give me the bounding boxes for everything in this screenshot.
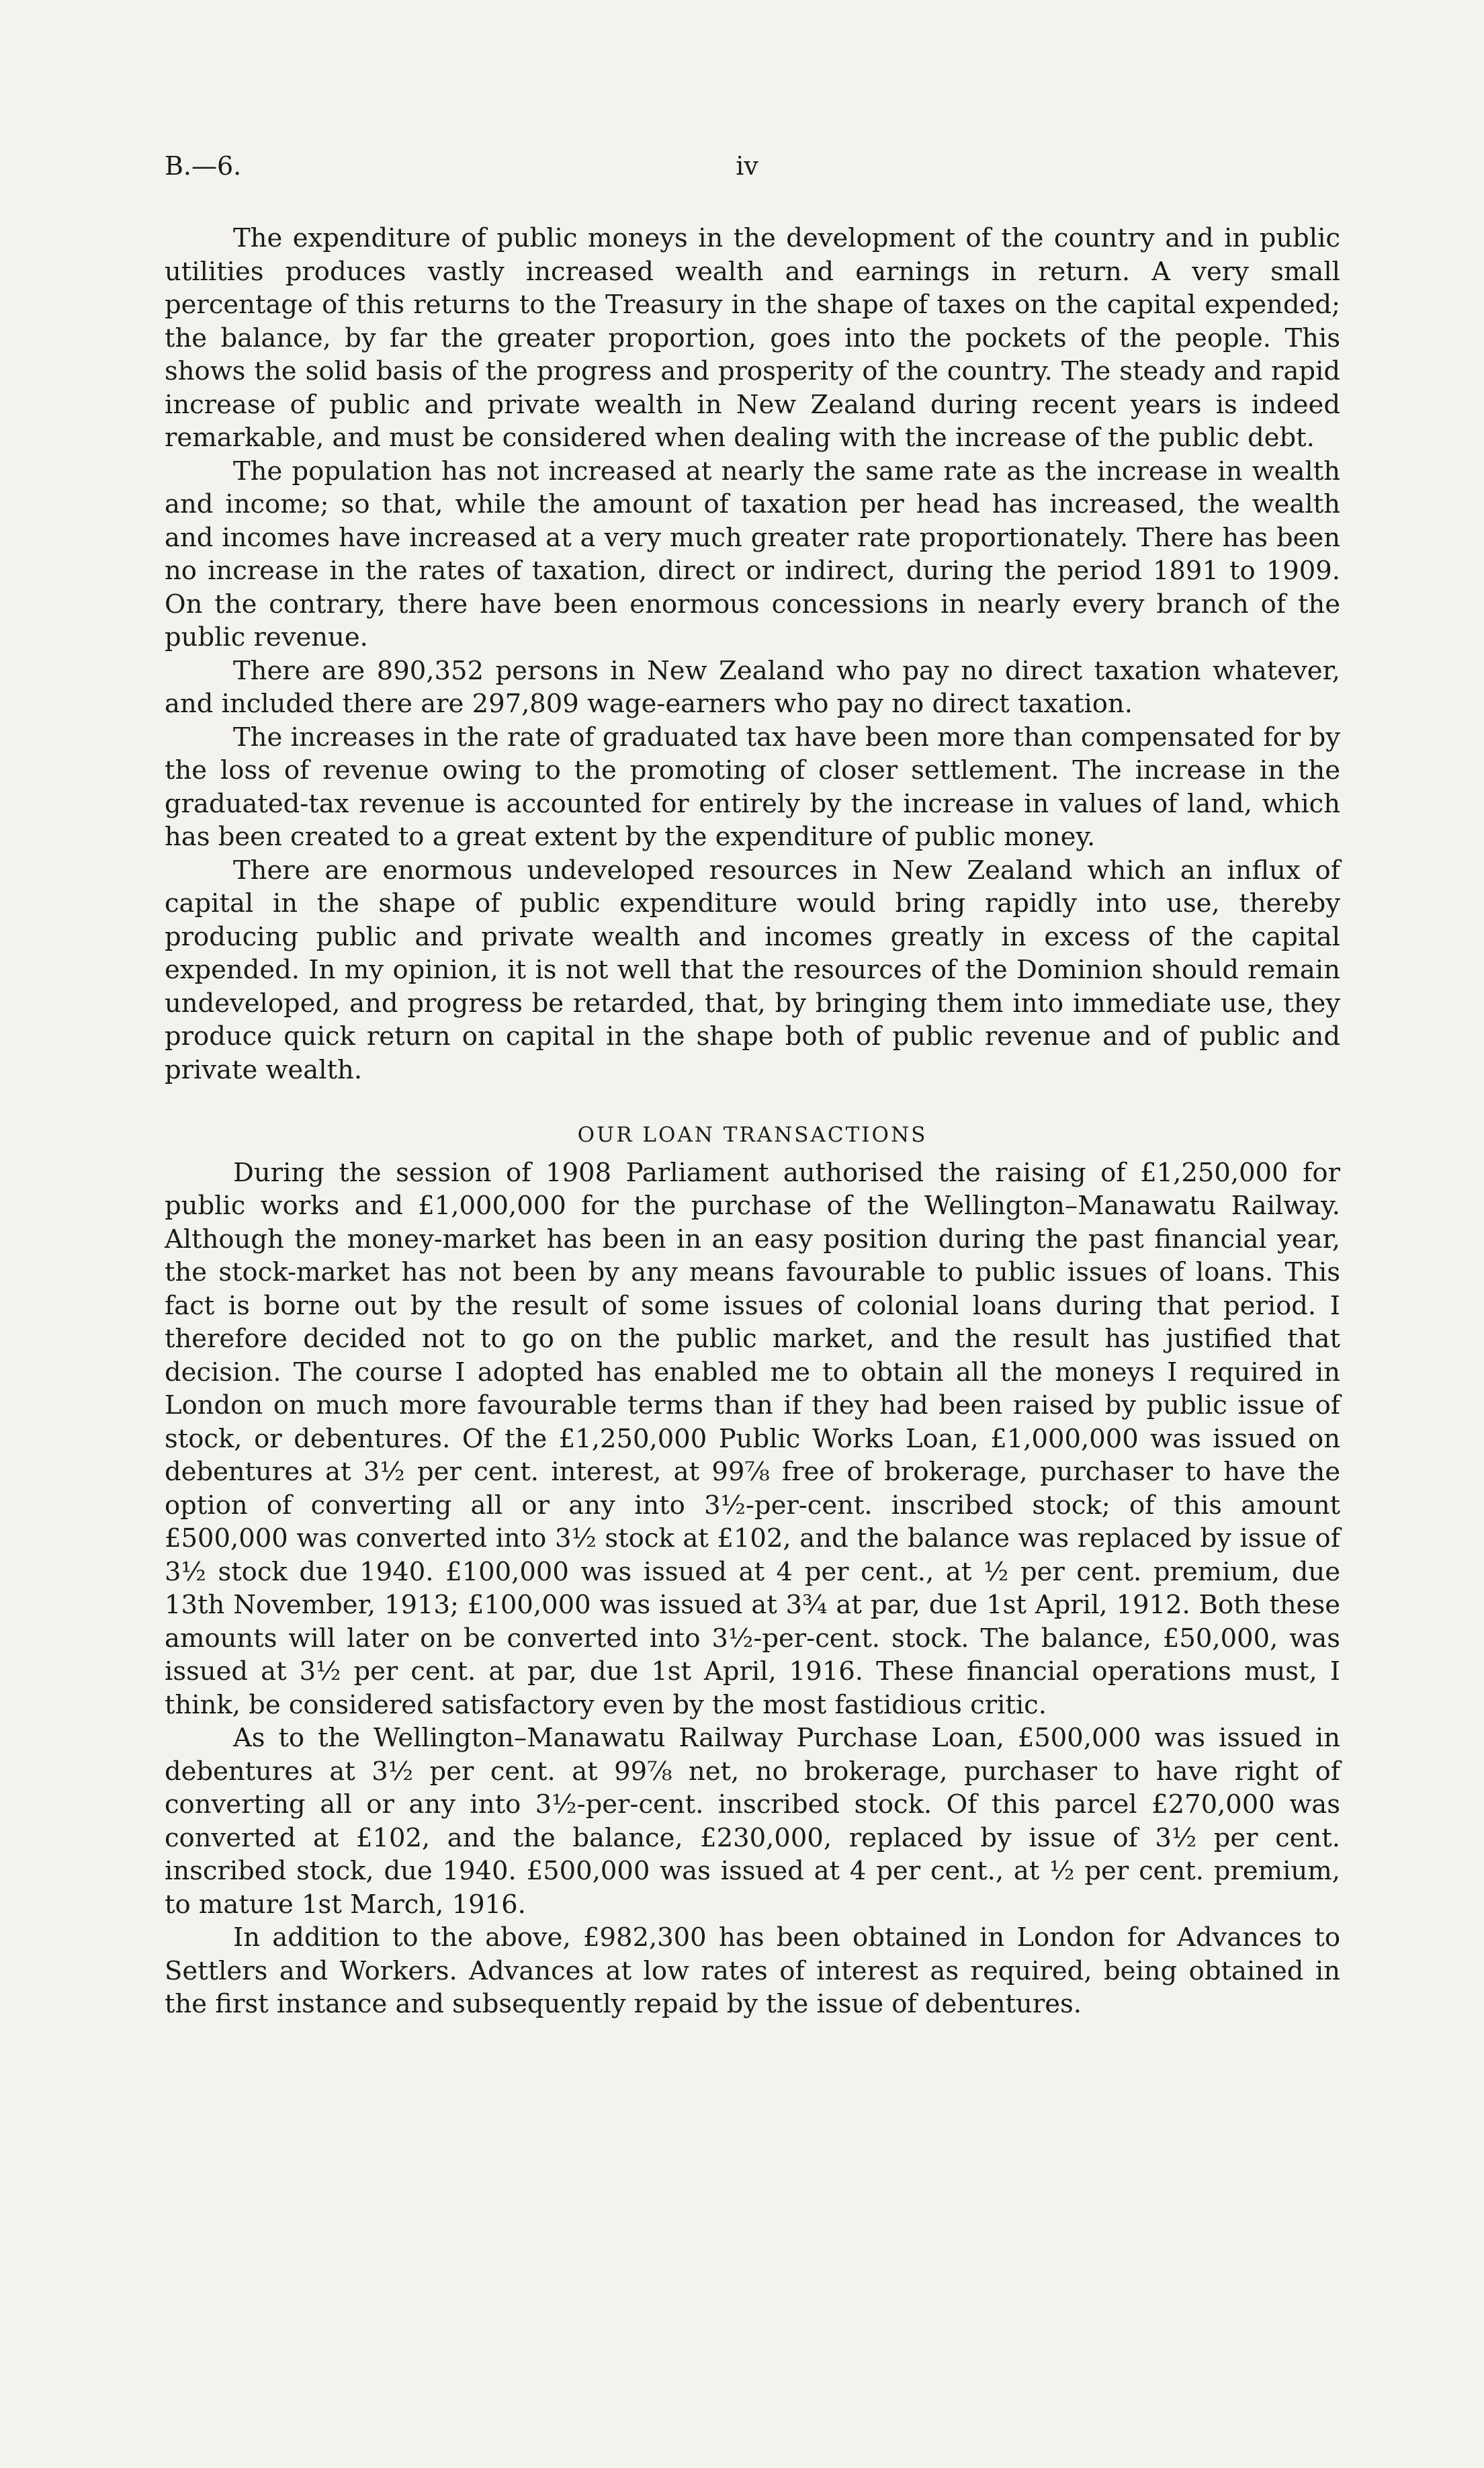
paragraph-railway-purchase-loan: As to the Wellington–Manawatu Railway Purchase Loan, £500,000 was issued in debentures at 3½ per cent. at 99⅞ net, no brokerage, purchaser to have right of converting all or any into 3½-per-cent. inscribed stock. Of this parcel £270,000 was converted at £102, and the balance, £230,000, replaced by issue of 3½ per cent. inscribed stock, due 1940. £500,000 was issued at 4 per cent., at ½ per cent. premium, to mature 1st March, 1916. bbox=[165, 1723, 1340, 1920]
paragraph-population-taxation: The population has not increased at nearly the same rate as the increase in wealth and income; so that, while the amount of taxation per head has increased, the wealth and incomes have increased at a very much greater rate proportionately. There has been no increase in the rates of taxation, direct or indirect, during the period 1891 to 1909. On the contrary, there have been enormous concessions in nearly every branch of the public revenue. bbox=[165, 456, 1340, 652]
paragraph-undeveloped-resources: There are enormous undeveloped resources in New Zealand which an influx of capital in the shape of public expenditure would bring rapidly into use, thereby producing public and private wealth and incomes greatly in excess of the capital expended. In my opinion, it is not well that the resources of the Dominion should remain undeveloped, and progress be retarded, that, by bringing them into immediate use, they produce quick return on capital in the shape both of public revenue and of public and private wealth. bbox=[165, 855, 1340, 1085]
section-heading: OUR LOAN TRANSACTIONS bbox=[577, 1123, 928, 1147]
paragraph-loan-session-1908: During the session of 1908 Parliament authorised the raising of £1,250,000 for public works and £1,000,000 for the purchase of the Wellington–Manawatu Railway. Although the money-market has been in an easy position during the past financial year, the stock-market has not been by any means favourable to public issues of loans. This fact is borne out by the result of some issues of colonial loans during that period. I therefore decided not to go on the public market, and the result has justified that decision. The course I adopted has enabled me to obtain all the moneys I required in London on much more favourable terms than if they had been raised by public issue of stock, or debentures. Of the £1,250,000 Public Works Loan, £1,000,000 was issued on debentures at 3½ per cent. interest, at 99⅞ free of brokerage, purchaser to have the option of converting all or any into 3½-per-cent. inscribed stock; of this amount £500,000 was converted into 3½ stock at £102, and the balance was replaced by issue of 3½ stock due 1940. £100,000 was issued at 4 per cent., at ½ per cent. premium, due 13th November, 1913; £100,000 was issued at 3¾ at par, due 1st April, 1912. Both these amounts will later on be converted into 3½-per-cent. stock. The balance, £50,000, was issued at 3½ per cent. at par, due 1st April, 1916. These financial operations must, I think, be considered satisfactory even by the most fastidious critic. bbox=[165, 1157, 1340, 1720]
paragraph-public-expenditure: The expenditure of public moneys in the development of the country and in public utilities produces vastly increased wealth and earnings in return. A very small percentage of this returns to the Treasury in the shape of taxes on the capital expended; the balance, by far the greater proportion, goes into the pockets of the people. This shows the solid basis of the progress and prosperity of the country. The steady and rapid increase of public and private wealth in New Zealand during recent years is indeed remarkable, and must be considered when dealing with the increase of the public debt. bbox=[165, 223, 1340, 453]
body-text bbox=[165, 222, 1340, 2021]
page-header bbox=[165, 151, 1329, 192]
page-number: iv bbox=[736, 151, 758, 181]
paragraph-advances-settlers: In addition to the above, £982,300 has been obtained in London for Advances to Settlers and Workers. Advances at low rates of interest as required, being obtained in the first instance and subsequently repaid by the issue of debentures. bbox=[165, 1922, 1340, 2019]
report-reference: B.—6. bbox=[165, 151, 242, 181]
paragraph-untaxed-persons: There are 890,352 persons in New Zealand who pay no direct taxation whatever, and included there are 297,809 wage-earners who pay no direct taxation. bbox=[165, 655, 1340, 719]
paragraph-graduated-tax: The increases in the rate of graduated tax have been more than compensated for by the loss of revenue owing to the promoting of closer settlement. The increase in the graduated-tax revenue is accounted for entirely by the increase in values of land, which has been created to a great extent by the expenditure of public money. bbox=[165, 722, 1340, 852]
